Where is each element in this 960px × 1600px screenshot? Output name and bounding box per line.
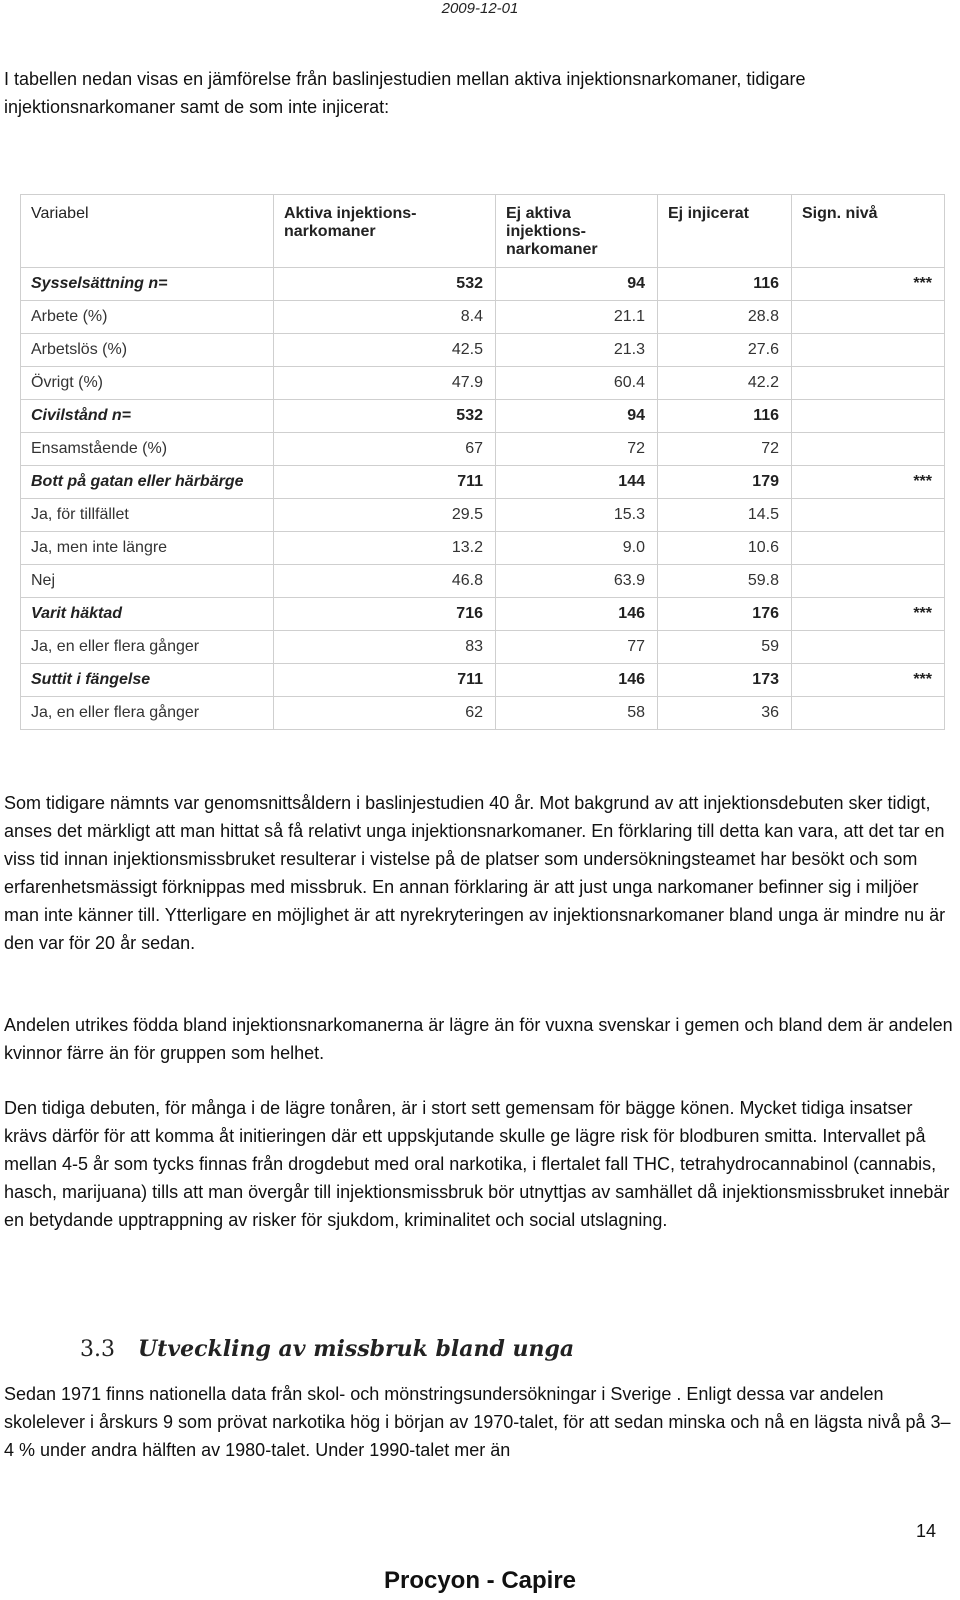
row-label: Varit häktad [21,598,274,631]
cell-sign [792,499,945,532]
section-heading [80,1336,574,1362]
table-row [21,466,945,499]
cell-never: 176 [658,598,792,631]
row-label: Ja, en eller flera gånger [21,697,274,730]
header-inactive: Ej aktiva injektions-narkomaner [496,195,658,268]
cell-sign [792,400,945,433]
cell-never: 116 [658,400,792,433]
cell-sign [792,631,945,664]
cell-active: 532 [274,400,496,433]
cell-inactive: 77 [496,631,658,664]
table-body [21,268,945,730]
row-label: Arbete (%) [21,301,274,334]
cell-inactive: 58 [496,697,658,730]
cell-active: 47.9 [274,367,496,400]
row-label: Nej [21,565,274,598]
table-row [21,532,945,565]
cell-sign: *** [792,664,945,697]
body-paragraph: Andelen utrikes födda bland injektionsnarkomanerna är lägre än för vuxna svenskar i gemen och bland dem är andelen kvinnor färre än för gruppen som helhet. [4,1015,953,1063]
cell-inactive: 146 [496,664,658,697]
table-row [21,268,945,301]
cell-active: 711 [274,466,496,499]
cell-active: 8.4 [274,301,496,334]
cell-sign [792,697,945,730]
table-row [21,565,945,598]
page-number: 14 [915,1521,936,1541]
footer-title: Procyon - Capire [383,1567,577,1594]
intro-paragraph: I tabellen nedan visas en jämförelse från baslinjestudien mellan aktiva injektionsnarkomaner, tidigare injektionsnarkomaner samt de som inte injicerat: [4,69,806,117]
cell-never: 59 [658,631,792,664]
cell-never: 36 [658,697,792,730]
cell-never: 42.2 [658,367,792,400]
row-label: Ja, för tillfället [21,499,274,532]
cell-never: 173 [658,664,792,697]
section-title: Utveckling av missbruk bland unga [138,1336,575,1362]
cell-inactive: 9.0 [496,532,658,565]
body-paragraph: Som tidigare nämnts var genomsnittsåldern i baslinjestudien 40 år. Mot bakgrund av att injektionsdebuten sker tidigt, anses det märkligt att man hittat så få relativt unga injektionsnarkomaner. En förklaring till detta kan vara, att det tar en viss tid innan injektionsmissbruket resulterar i vistelse på de platser som undersökningsteamet har besökt och som erfarenhetsmässigt förknippas med missbruk. En annan förklaring är att just unga narkomaner befinner sig i miljöer man inte känner till. Ytterligare en möjlighet är att nyrekryteringen av injektionsnarkomaner bland unga är mindre nu är den var för 20 år sedan. [4,793,946,953]
cell-never: 59.8 [658,565,792,598]
cell-inactive: 144 [496,466,658,499]
section-number: 3.3 [80,1337,115,1362]
cell-active: 42.5 [274,334,496,367]
cell-inactive: 60.4 [496,367,658,400]
row-label: Sysselsättning n= [21,268,274,301]
header-active: Aktiva injektions-narkomaner [274,195,496,268]
cell-active: 46.8 [274,565,496,598]
cell-never: 28.8 [658,301,792,334]
cell-sign [792,433,945,466]
row-label: Ja, men inte längre [21,532,274,565]
cell-sign [792,334,945,367]
row-label: Bott på gatan eller härbärge [21,466,274,499]
table-row [21,400,945,433]
table-row [21,301,945,334]
cell-active: 62 [274,697,496,730]
cell-never: 14.5 [658,499,792,532]
header-sign: Sign. nivå [792,195,945,268]
cell-sign [792,367,945,400]
table-row [21,367,945,400]
cell-sign [792,565,945,598]
cell-inactive: 72 [496,433,658,466]
cell-inactive: 63.9 [496,565,658,598]
header-never: Ej injicerat [658,195,792,268]
cell-active: 532 [274,268,496,301]
table-row [21,631,945,664]
table-row [21,697,945,730]
row-label: Civilstånd n= [21,400,274,433]
cell-sign: *** [792,598,945,631]
cell-sign [792,532,945,565]
cell-active: 711 [274,664,496,697]
cell-active: 29.5 [274,499,496,532]
cell-never: 116 [658,268,792,301]
cell-never: 10.6 [658,532,792,565]
cell-inactive: 21.3 [496,334,658,367]
cell-inactive: 146 [496,598,658,631]
row-label: Arbetslös (%) [21,334,274,367]
row-label: Ja, en eller flera gånger [21,631,274,664]
table-row [21,664,945,697]
cell-inactive: 94 [496,268,658,301]
table-header-row [21,195,945,268]
section-paragraph: Sedan 1971 finns nationella data från skol- och mönstringsundersökningar i Sverige . Enligt dessa var andelen skolelever i årskurs 9 som prövat narkotika hög i början av 1970-talet, för att sedan minska och nå en lägsta nivå på 3–4 % under andra hälften av 1980-talet. Under 1990-talet mer än [4,1384,951,1460]
cell-inactive: 94 [496,400,658,433]
row-label: Ensamstående (%) [21,433,274,466]
cell-active: 716 [274,598,496,631]
cell-active: 83 [274,631,496,664]
table-row [21,598,945,631]
cell-never: 27.6 [658,334,792,367]
header-date: 2009-12-01 [441,0,519,17]
cell-inactive: 15.3 [496,499,658,532]
table-row [21,499,945,532]
header-variable: Variabel [21,195,274,268]
cell-never: 179 [658,466,792,499]
row-label: Övrigt (%) [21,367,274,400]
cell-inactive: 21.1 [496,301,658,334]
cell-active: 67 [274,433,496,466]
cell-sign: *** [792,466,945,499]
cell-sign [792,301,945,334]
comparison-table [20,194,944,753]
row-label: Suttit i fängelse [21,664,274,697]
cell-active: 13.2 [274,532,496,565]
table-row [21,433,945,466]
cell-sign: *** [792,268,945,301]
body-paragraph: Den tidiga debuten, för många i de lägre tonåren, är i stort sett gemensam för bägge könen. Mycket tidiga insatser krävs därför för att komma åt initieringen där ett uppskjutande skulle ge lägre risk för blodburen smitta. Intervallet på mellan 4-5 år som tycks finnas från drogdebut med oral narkotika, i flertalet fall THC, tetrahydrocannabinol (cannabis, hasch, marijuana) tills att man övergår till injektionsmissbruk bör utnyttjas av samhället då injektionsmissbruket innebär en betydande upptrappning av risker för sjukdom, kriminalitet och social utslagning. [4,1098,950,1230]
cell-never: 72 [658,433,792,466]
table-row [21,334,945,367]
